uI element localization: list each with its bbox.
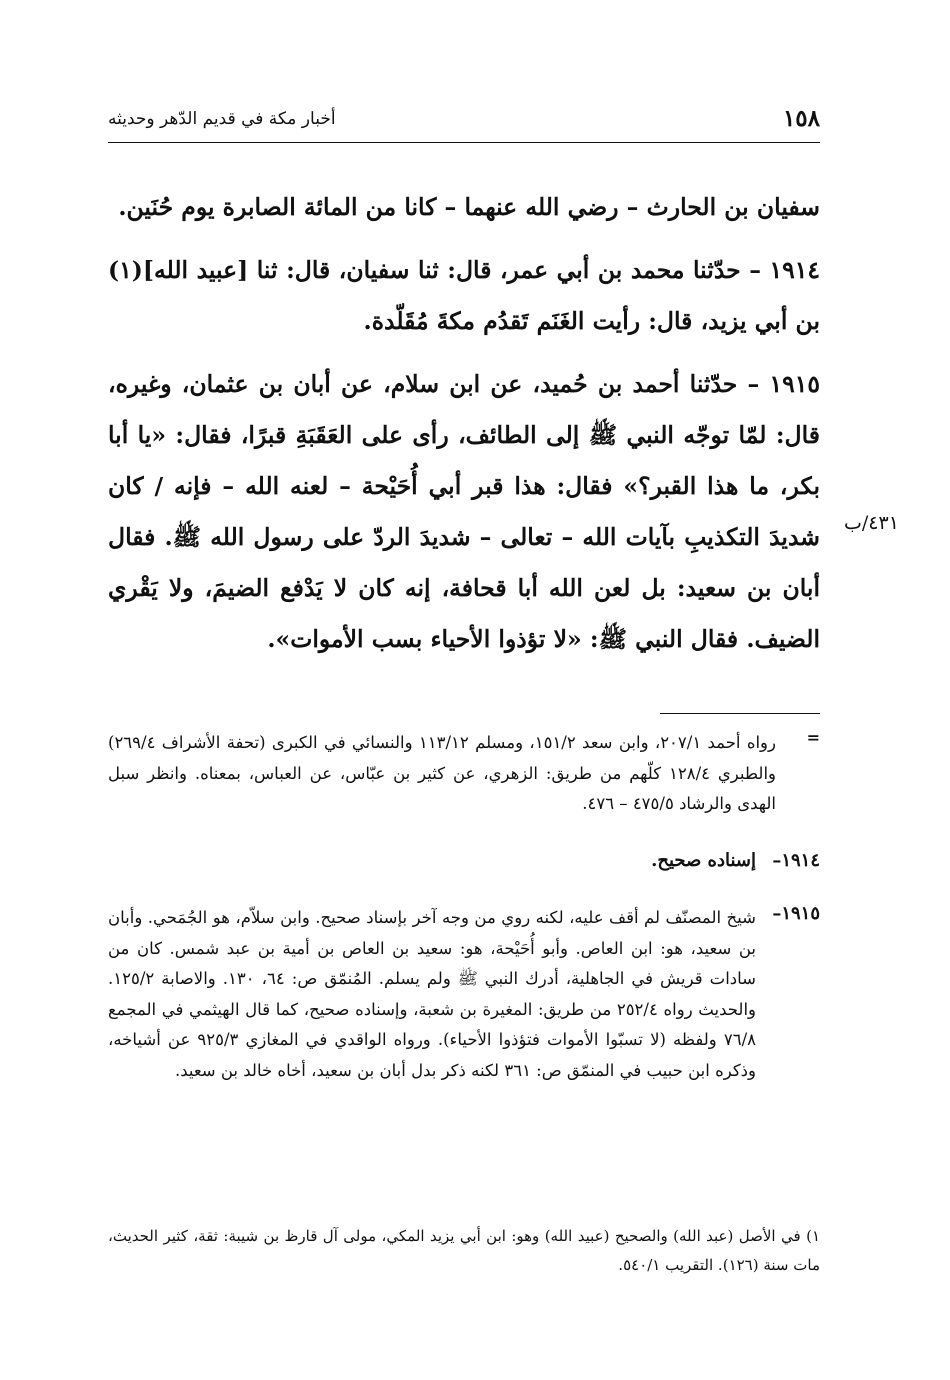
hadith-1915: ١٩١٥ – حدّثنا أحمد بن حُميد، عن ابن سلام، عن أبان بن عثمان، وغيره، قال: لمّا توجّه النبي ﷺ إلى الطائف، رأى على العَقَبَةِ قبرًا، فقال: «يا أبا بكر، ما هذا القبر؟» فقال: هذا قبر أبي أُحَيْحة – لعنه الله – فإنه / كان شديدَ التكذيبِ بآيات الله – تعالى – شديدَ الردّ على رسول الله ﷺ. فقال أبان بن سعيد: بل لعن الله أبا قحافة، إنه كان لا يَدْفع الضيمَ، ولا يَقْري الضيف. فقال النبي ﷺ: «لا تؤذوا الأحياء بسب الأموات».: [108, 370, 820, 653]
continuation-mark: =: [806, 728, 820, 747]
main-text: [108, 182, 820, 665]
note-1914: [108, 850, 820, 871]
note-1915-number: ١٩١٥–: [772, 903, 820, 924]
paragraph-intro: سفيان بن الحارث – رضي الله عنهما – كانا من المائة الصابرة يوم حُنَين.: [118, 193, 820, 221]
note-1914-number: ١٩١٤–: [772, 850, 820, 871]
note-continuation: [108, 728, 820, 820]
running-title: أخبار مكة في قديم الدّهر وحديثه: [108, 109, 336, 129]
note-1915-text: شيخ المصنّف لم أقف عليه، لكنه روي من وجه آخر بإسناد صحيح. وابن سلاّم، هو الجُمَحي. وأبان بن سعيد، هو: ابن العاص. وأبو أُحَيْحة، هو: سعيد بن العاص بن أمية بن عبد شمس. كان من سادات قريش في الجاهلية، أدرك النبي ﷺ ولم يسلم. المُنمّق ص: ٦٤، ١٣٠. والاصابة ١٢٥/٢. والحديث رواه ٢٥٢/٤ من طريق: المغيرة بن شعبة، وإسناده صحيح، كما قال الهيثمي في المجمع ٧٦/٨ ولفظه (لا تسبّوا الأموات فتؤذوا الأحياء). ورواه الواقدي في المغازي ٩٢٥/٣ عن أشياخه، وذكره ابن حبيب في المنمّق ص: ٣٦١ لكنه ذكر بدل أبان بن سعيد، أخاه خالد بن سعيد.: [108, 908, 756, 1080]
notes-divider: [660, 713, 820, 714]
note-continuation-text: رواه أحمد ٢٠٧/١، وابن سعد ١٥١/٢، ومسلم ١١٣/١٢ والنسائي في الكبرى (تحفة الأشراف ٢٦٩/٤) والطبري ١٢٨/٤ كلّهم من طريق: الزهري، عن كثير بن عبّاس، عن العباس، بمعناه. وانظر سبل الهدى والرشاد ٤٧٥/٥ – ٤٧٦.: [108, 733, 776, 813]
header-divider: [108, 142, 820, 143]
page-header: [108, 105, 820, 139]
hadith-1914: ١٩١٤ – حدّثنا محمد بن أبي عمر، قال: ثنا سفيان، قال: ثنا [عبيد الله](١) بن أبي يزيد، قال: رأيت الغَنَم تَقدُم مكةَ مُقَلّدة.: [108, 256, 820, 335]
page-number: ١٥٨: [782, 105, 820, 132]
note-1914-text: إسناده صحيح.: [651, 850, 756, 871]
note-1915: [108, 903, 820, 1086]
footnote-1: ١) في الأصل (عبد الله) والصحيح (عبيد الله) وهو: ابن أبي يزيد المكي، مولى آل قارظ بن شيبة: ثقة، كثير الحديث، مات سنة (١٢٦). التقريب ٥٤٠/١.: [108, 1227, 820, 1274]
manuscript-folio-ref: ٤٣١/ب: [844, 512, 899, 534]
